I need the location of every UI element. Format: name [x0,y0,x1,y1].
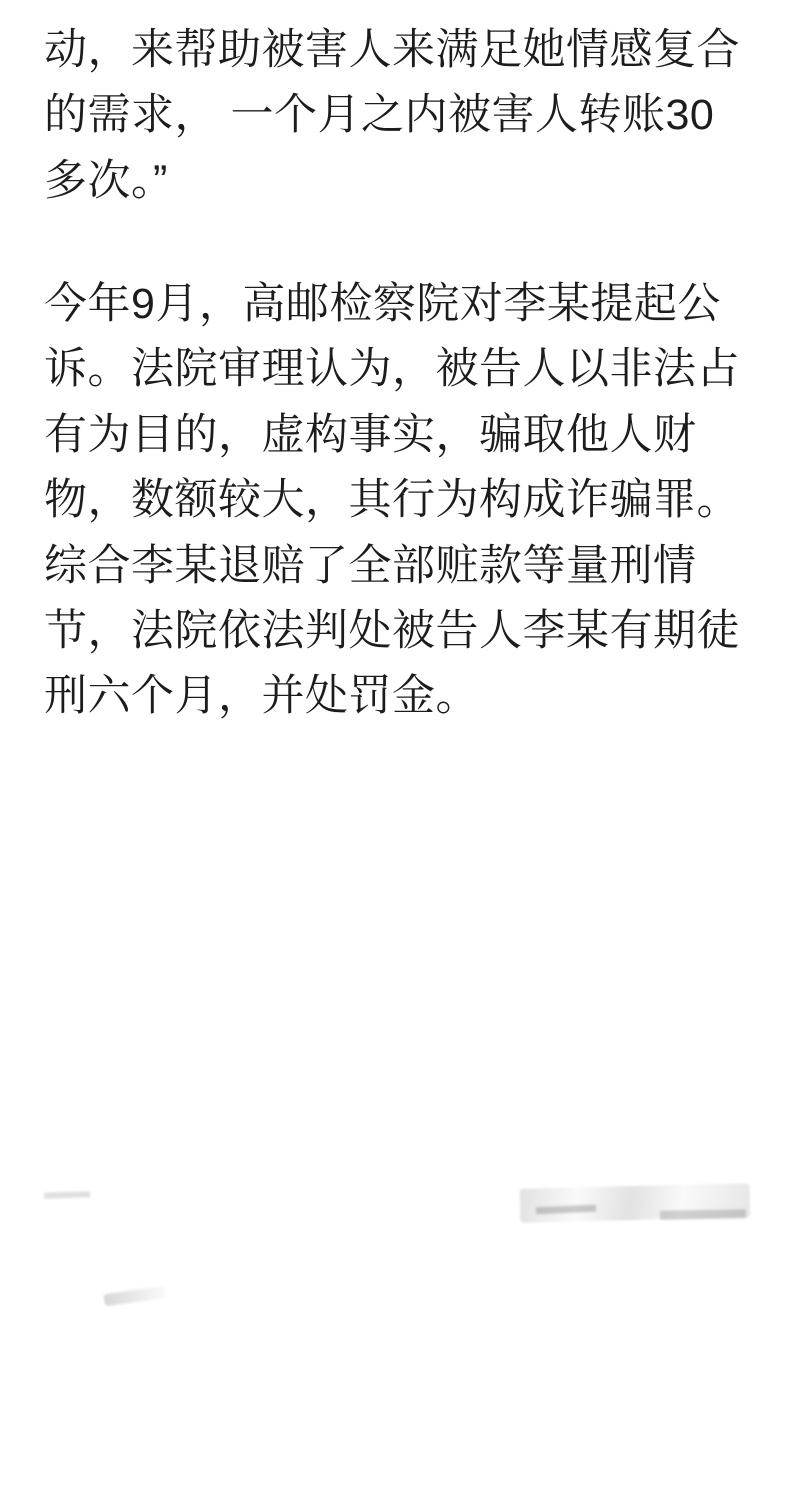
scan-smudge-icon [660,1209,746,1219]
scan-smudge-icon [103,1286,166,1307]
scan-smudge-icon [536,1205,596,1215]
paragraph-1: 动，来帮助被害人来满足她情感复合的需求， 一个月之内被害人转账30多次。” [44,26,740,205]
paragraph-2: 今年9月，高邮检察院对李某提起公诉。法院审理认为，被告人以非法占有为目的，虚构事实，骗取他人财物，数额较大，其行为构成诈骗罪。综合李某退赔了全部赃款等量刑情节，法院依法判处被告人李某有期徒刑六个月，并处罚金。 [44,280,740,721]
scan-smudge-icon [520,1183,751,1223]
scan-smudge-icon [44,1191,90,1198]
